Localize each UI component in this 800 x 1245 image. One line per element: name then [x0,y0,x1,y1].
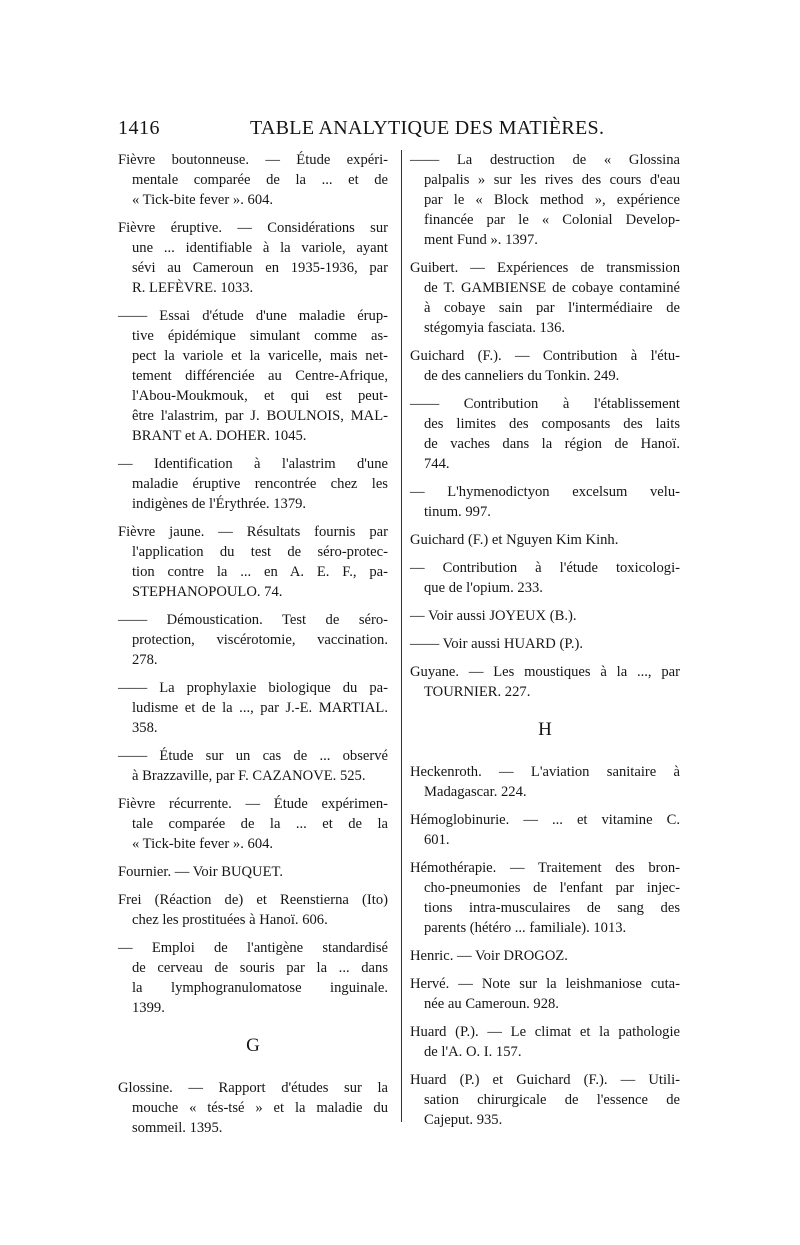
entry-line: Guibert. — Expériences de transmission [410,260,680,276]
index-entry [410,662,680,702]
entry-line: Fièvre récurrente. — Étude expérimen- [118,796,388,812]
entry-line: de T. GAMBIENSE de cobaye contaminé [424,280,680,296]
index-entry [410,974,680,1014]
entry-line: pect la variole et la varicelle, mais net- [132,348,388,364]
entry-line: sévi au Cameroun en 1935-1936, par [132,260,388,276]
entry-line: que de l'opium. 233. [424,580,543,596]
entry-line: de vaches dans la région de Hanoï. [424,436,680,452]
entry-line: cho-pneumonies de l'enfant par injec- [424,880,680,896]
entry-line: la lymphogranulomatose inguinale. [132,980,388,996]
entry-line: —— Contribution à l'établissement [410,396,680,412]
index-entry [118,454,388,514]
entry-line: mouche « tés-tsé » et la maladie du [132,1100,388,1116]
entry-line: une ... identifiable à la variole, ayant [132,240,388,256]
entry-line: l'application du test de séro-protec- [132,544,388,560]
entry-line: être l'alastrim, par J. BOULNOIS, MAL- [132,408,388,424]
entry-line: ment Fund ». 1397. [424,232,538,248]
entry-line: à Brazzaville, par F. CAZANOVE. 525. [132,768,366,784]
index-entry [118,890,388,930]
index-entry [118,218,388,298]
entry-line: Frei (Réaction de) et Reenstierna (Ito) [118,892,388,908]
entry-line: —— Essai d'étude d'une maladie érup- [118,308,388,324]
entry-line: Henric. — Voir DROGOZ. [410,948,568,964]
entry-line: STEPHANOPOULO. 74. [132,584,283,600]
section-letter: G [246,1035,260,1056]
entry-line: Fièvre jaune. — Résultats fournis par [118,524,388,540]
entry-line: « Tick-bite fever ». 604. [132,192,274,208]
page-number: 1416 [118,117,160,139]
index-entry [410,150,680,250]
entry-line: — Emploi de l'antigène standardisé [118,940,388,956]
entry-line: financée par le « Colonial Develop- [424,212,680,228]
index-entry [118,678,388,738]
entry-line: Hémothérapie. — Traitement des bron- [410,860,680,876]
entry-line: 1399. [132,1000,165,1016]
index-entry [410,810,680,850]
entry-line: — Voir aussi JOYEUX (B.). [410,608,577,624]
index-entry [410,346,680,386]
entry-line: sommeil. 1395. [132,1120,223,1136]
entry-line: 358. [132,720,158,736]
entry-line: Madagascar. 224. [424,784,527,800]
index-entry [118,1078,388,1138]
index-entry [410,558,680,598]
entry-line: Huard (P.). — Le climat et la pathologie [410,1024,680,1040]
entry-line: TOURNIER. 227. [424,684,531,700]
entry-line: —— Voir aussi HUARD (P.). [410,636,583,652]
entry-line: à cobaye sain par l'intermédiaire de [424,300,680,316]
entry-line: —— Démoustication. Test de séro- [118,612,388,628]
index-entry [118,862,388,882]
entry-line: Guichard (F.). — Contribution à l'étu- [410,348,680,364]
entry-line: maladie éruptive rencontrée chez les [132,476,388,492]
index-entry [410,1070,680,1130]
entry-line: tive épidémique simulant comme as- [132,328,388,344]
entry-line: indigènes de l'Érythrée. 1379. [132,496,307,512]
index-entry [410,394,680,474]
section-letter: H [538,719,552,740]
entry-line: protection, viscérotomie, vaccination. [132,632,388,648]
index-entry [118,610,388,670]
entry-line: Cajeput. 935. [424,1112,503,1128]
index-entry [410,530,680,550]
entry-line: —— La destruction de « Glossina [410,152,680,168]
entry-line: Huard (P.) et Guichard (F.). — Utili- [410,1072,680,1088]
entry-line: — Identification à l'alastrim d'une [118,456,388,472]
entry-line: 278. [132,652,158,668]
entry-line: Fièvre boutonneuse. — Étude expéri- [118,152,388,168]
index-entry [410,1022,680,1062]
entry-line: Guyane. — Les moustiques à la ..., par [410,664,680,680]
index-entry [410,482,680,522]
index-entry [410,634,680,654]
entry-line: Glossine. — Rapport d'études sur la [118,1080,388,1096]
entry-line: de cerveau de souris par la ... dans [132,960,388,976]
entry-line: Fournier. — Voir BUQUET. [118,864,283,880]
entry-line: Heckenroth. — L'aviation sanitaire à [410,764,680,780]
entry-line: — L'hymenodictyon excelsum velu- [410,484,680,500]
entry-line: chez les prostituées à Hanoï. 606. [132,912,328,928]
entry-line: sation chirurgicale de l'essence de [424,1092,680,1108]
running-title: TABLE ANALYTIQUE DES MATIÈRES. [250,117,605,139]
entry-line: Hémoglobinurie. — ... et vitamine C. [410,812,680,828]
entry-line: Fièvre éruptive. — Considérations sur [118,220,388,236]
entry-line: « Tick-bite fever ». 604. [132,836,274,852]
left-column [118,150,388,1146]
entry-line: Hervé. — Note sur la leishmaniose cuta- [410,976,680,992]
entry-line: R. LEFÈVRE. 1033. [132,280,254,296]
entry-line: —— Étude sur un cas de ... observé [118,748,388,764]
entry-line: 744. [424,456,450,472]
entry-line: des limites des composants des laits [424,416,680,432]
entry-line: tion contre la ... en A. E. F., pa- [132,564,388,580]
entry-line: — Contribution à l'étude toxicologi- [410,560,680,576]
entry-line: palpalis » sur les rives des cours d'eau [424,172,680,188]
entry-line: stégomyia fasciata. 136. [424,320,566,336]
index-entry [118,746,388,786]
entry-line: Guichard (F.) et Nguyen Kim Kinh. [410,532,619,548]
index-entry [118,938,388,1018]
right-column [410,150,680,1138]
index-entry [410,762,680,802]
index-entry [118,306,388,446]
page-header [118,117,680,145]
entry-line: —— La prophylaxie biologique du pa- [118,680,388,696]
index-entry [118,150,388,210]
entry-line: tions intra-musculaires de sang des [424,900,680,916]
entry-line: 601. [424,832,450,848]
entry-line: de l'A. O. I. 157. [424,1044,522,1060]
entry-line: parents (hétéro ... familiale). 1013. [424,920,627,936]
entry-line: tinum. 997. [424,504,491,520]
entry-line: l'Abou-Moukmouk, et qui est peut- [132,388,388,404]
entry-line: née au Cameroun. 928. [424,996,559,1012]
entry-line: tement différenciée au Centre-Afrique, [132,368,388,384]
entry-line: par le « Block method », expérience [424,192,680,208]
index-entry [410,606,680,626]
entry-line: tale comparée de la ... et de la [132,816,388,832]
entry-line: ludisme et de la ..., par J.-E. MARTIAL. [132,700,388,716]
index-entry [410,258,680,338]
entry-line: mentale comparée de la ... et de [132,172,388,188]
index-entry [410,946,680,966]
index-entry [118,522,388,602]
entry-line: de des canneliers du Tonkin. 249. [424,368,620,384]
index-entry [410,858,680,938]
index-entry [118,794,388,854]
column-divider [401,150,402,1122]
entry-line: BRANT et A. DOHER. 1045. [132,428,307,444]
